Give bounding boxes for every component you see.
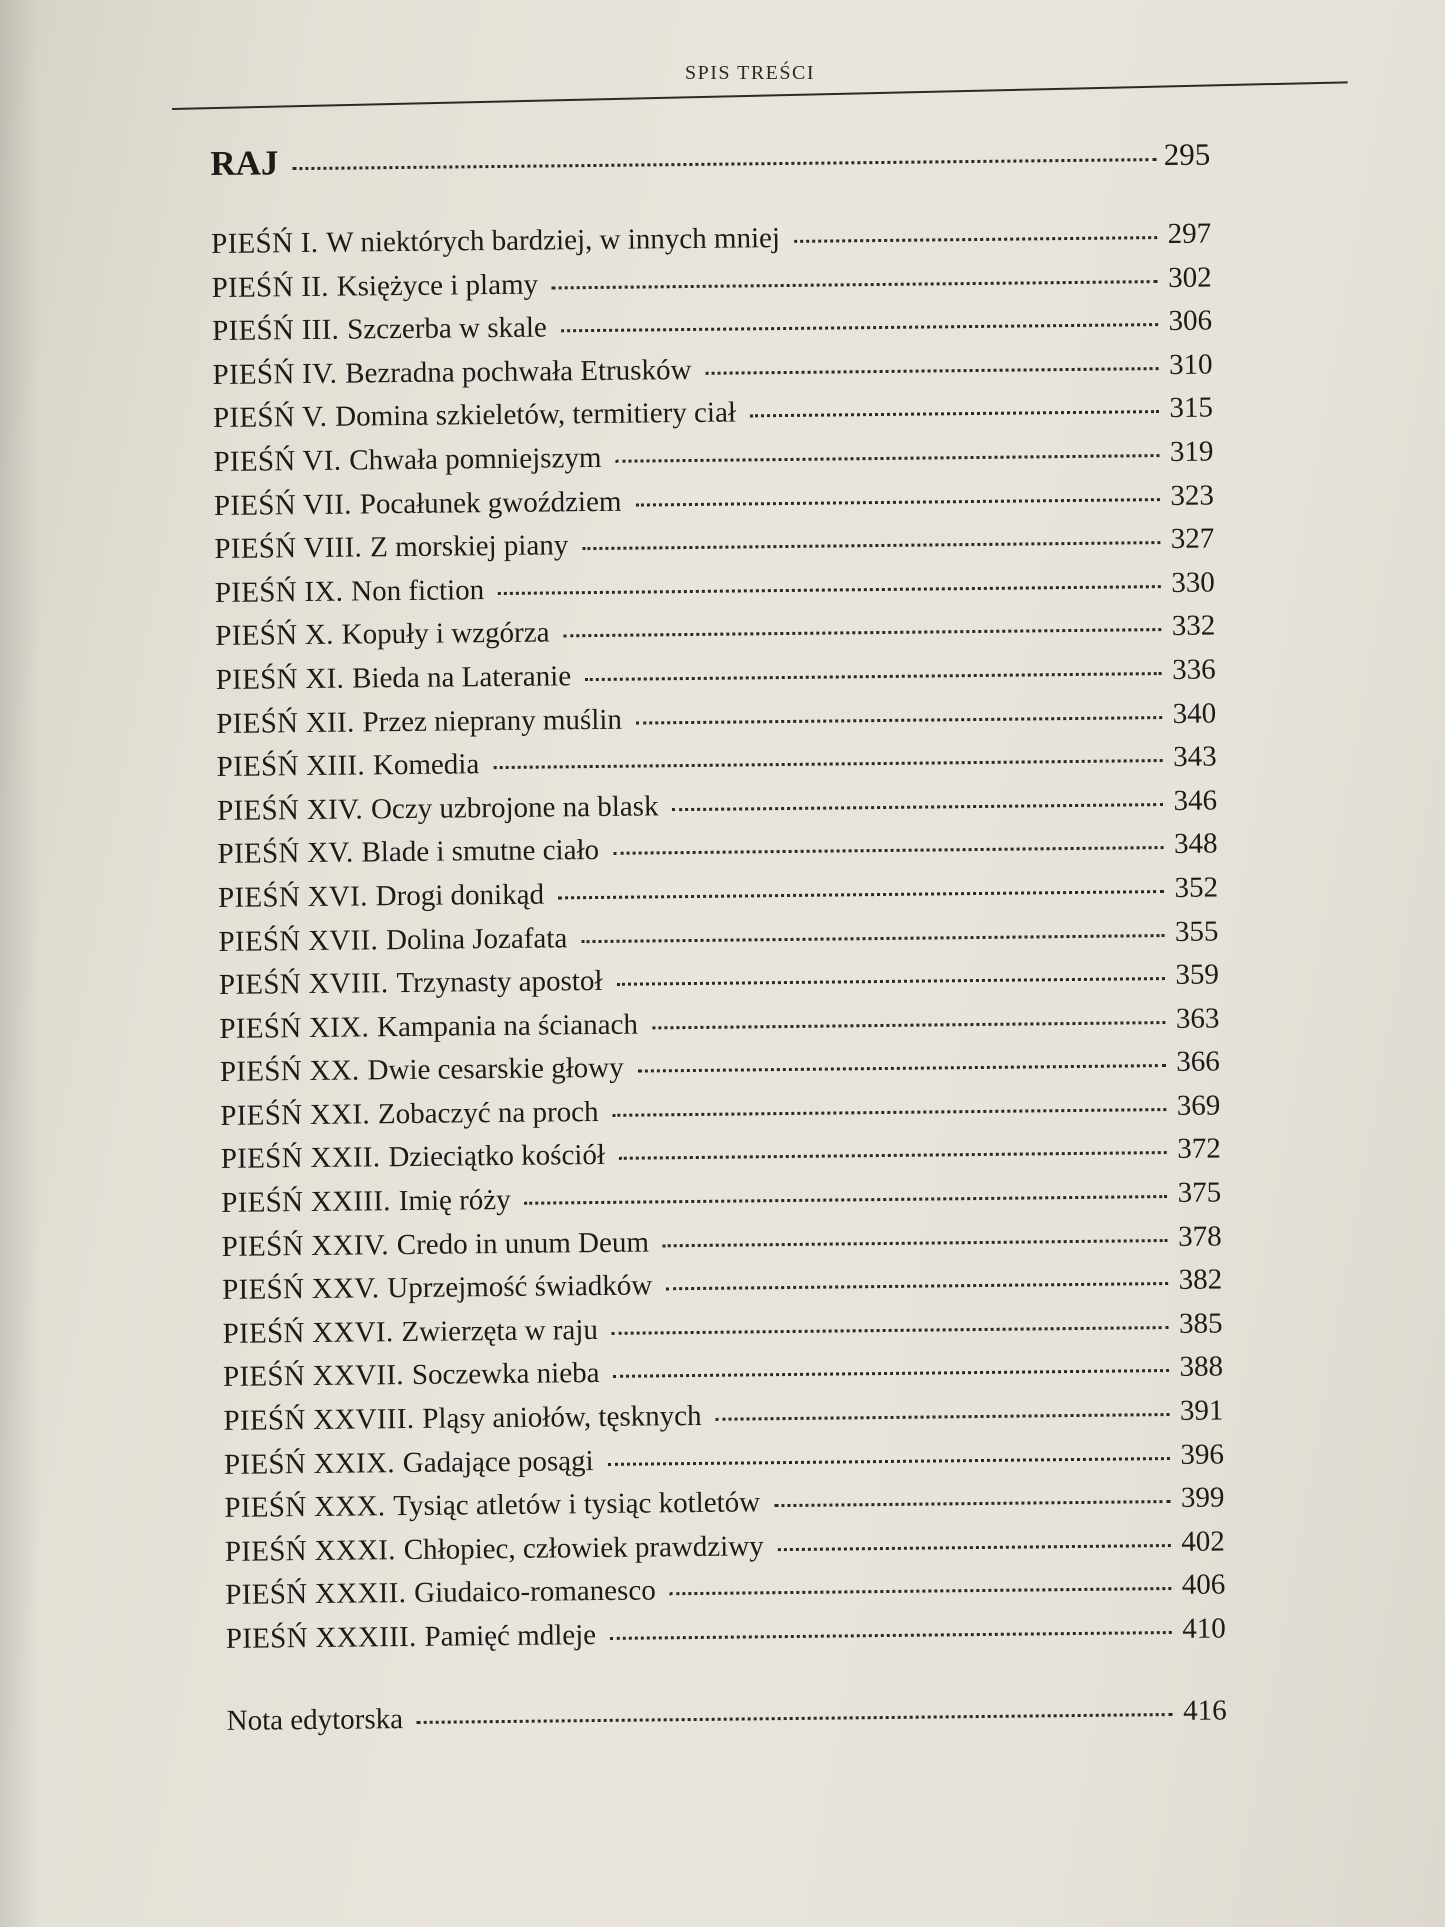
part-heading-row (210, 134, 1211, 206)
canto-title: Pamięć mdleje (424, 1619, 597, 1653)
dot-leader (616, 976, 1165, 986)
canto-number: PIEŚŃ XIII. (216, 749, 366, 784)
canto-number: PIEŚŃ XXVIII. (223, 1402, 415, 1437)
canto-title: Oczy uzbrojone na blask (370, 790, 659, 826)
dot-leader (525, 1194, 1168, 1205)
canto-number: PIEŚŃ XXIII. (221, 1185, 391, 1220)
canto-number: PIEŚŃ XXV. (221, 1272, 380, 1307)
dot-leader (636, 715, 1162, 725)
canto-list (211, 218, 1226, 1667)
page-number: 319 (1169, 435, 1214, 468)
canto-title: Bezradna pochwała Etrusków (345, 353, 692, 390)
dot-leader (666, 1281, 1168, 1290)
editorial-note-row (226, 1694, 1226, 1748)
page-number: 336 (1172, 653, 1216, 686)
dot-leader (794, 235, 1157, 243)
canto-title: Dolina Jozafata (385, 921, 568, 956)
dot-leader (652, 1020, 1166, 1029)
canto-title: Domina szkieletów, termitiery ciał (335, 396, 737, 434)
canto-title: Chwała pomniejszym (349, 441, 602, 477)
canto-number: PIEŚŃ VIII. (214, 531, 363, 566)
canto-number: PIEŚŃ XX. (219, 1054, 360, 1089)
dot-leader (705, 366, 1158, 375)
canto-title: Imię róży (398, 1183, 511, 1218)
dot-leader (292, 157, 1156, 170)
canto-title: Gadające posągi (402, 1444, 594, 1479)
canto-number: PIEŚŃ XVI. (217, 880, 368, 914)
page-number: 385 (1178, 1307, 1223, 1340)
canto-number: PIEŚŃ IV. (212, 357, 338, 391)
page-number: 306 (1168, 304, 1213, 338)
part-page-number: 295 (1163, 136, 1211, 173)
toc-entry-row (226, 1612, 1226, 1666)
canto-title: Chłopiec, człowiek prawdziwy (403, 1530, 764, 1566)
canto-title: Trzynasty apostoł (396, 965, 603, 1000)
canto-number: PIEŚŃ X. (215, 619, 334, 653)
dot-leader (750, 409, 1159, 417)
page-number: 343 (1172, 740, 1217, 774)
page-number: 297 (1167, 217, 1212, 250)
canto-title: Soczewka nieba (411, 1357, 600, 1392)
page-number: 410 (1182, 1612, 1226, 1645)
canto-number: PIEŚŃ XXVI. (222, 1315, 394, 1350)
spine-shadow (0, 0, 40, 1927)
page-number: 366 (1176, 1045, 1220, 1079)
page-number: 330 (1171, 566, 1215, 599)
canto-number: PIEŚŃ XI. (215, 662, 345, 696)
canto-number: PIEŚŃ XXXI. (224, 1533, 396, 1568)
page-number: 372 (1177, 1132, 1221, 1166)
dot-leader (635, 497, 1159, 506)
canto-number: PIEŚŃ XXVII. (222, 1359, 405, 1394)
canto-title: Uprzejmość świadków (387, 1269, 653, 1305)
dot-leader (558, 889, 1164, 899)
page-number: 346 (1173, 784, 1218, 817)
dot-leader (670, 1586, 1172, 1595)
canto-number: PIEŚŃ XXXIII. (225, 1620, 417, 1655)
canto-number: PIEŚŃ XXIV. (221, 1228, 389, 1263)
page-number: 332 (1171, 609, 1216, 643)
dot-leader (615, 453, 1159, 463)
canto-number: PIEŚŃ I. (211, 226, 319, 260)
page-number: 315 (1169, 391, 1214, 425)
canto-number: PIEŚŃ XIV. (216, 793, 364, 827)
page-number: 399 (1180, 1481, 1225, 1515)
page-number: 396 (1180, 1438, 1225, 1471)
dot-leader (581, 933, 1164, 943)
canto-number: PIEŚŃ XXIX. (223, 1446, 395, 1481)
page-number: 327 (1170, 522, 1215, 556)
canto-title: Kopuły i wzgórza (341, 616, 550, 651)
header-rule (172, 81, 1348, 110)
page-number: 355 (1174, 914, 1219, 948)
dot-leader (585, 671, 1162, 681)
running-head: SPIS TREŚCI (684, 62, 816, 84)
dot-leader (612, 1325, 1169, 1335)
page-number: 391 (1179, 1394, 1224, 1427)
page-number: 406 (1181, 1568, 1226, 1602)
canto-title: Z morskiej piany (369, 529, 569, 564)
canto-number: PIEŚŃ V. (212, 401, 328, 435)
canto-title: Pocałunek gwoździem (359, 485, 622, 521)
canto-title: Dwie cesarskie głowy (367, 1052, 624, 1087)
dot-leader (610, 1630, 1172, 1640)
canto-number: PIEŚŃ XXXII. (225, 1577, 407, 1612)
canto-title: Bieda na Lateranie (351, 660, 572, 695)
canto-number: PIEŚŃ XVIII. (218, 967, 389, 1002)
dot-leader (613, 1107, 1167, 1117)
page-number: 310 (1168, 348, 1213, 381)
dot-leader (774, 1499, 1170, 1507)
canto-title: Non fiction (351, 573, 485, 608)
page-number: 323 (1170, 479, 1215, 512)
canto-title: Księżyce i plamy (336, 268, 539, 303)
dot-leader (493, 758, 1162, 769)
canto-number: PIEŚŃ XXI. (220, 1098, 371, 1132)
canto-number: PIEŚŃ VI. (213, 444, 342, 478)
page-number: 359 (1175, 958, 1220, 992)
canto-title: Szczerba w skale (346, 311, 547, 346)
canto-number: PIEŚŃ II. (211, 270, 329, 304)
dot-leader (498, 584, 1161, 595)
page-number: 369 (1176, 1089, 1221, 1122)
canto-number: PIEŚŃ XVII. (218, 923, 379, 958)
editorial-note-page-number: 416 (1182, 1694, 1227, 1727)
canto-number: PIEŚŃ XXII. (220, 1141, 381, 1176)
canto-number: PIEŚŃ XII. (216, 706, 355, 740)
canto-title: Tysiąc atletów i tysiąc kotletów (393, 1486, 761, 1523)
canto-number: PIEŚŃ III. (211, 313, 340, 348)
canto-title: Pląsy aniołów, tęsknych (422, 1399, 702, 1435)
dot-leader (672, 802, 1163, 811)
part-title: RAJ (210, 143, 279, 183)
dot-leader (638, 1063, 1166, 1073)
dot-leader (778, 1543, 1171, 1551)
page-number: 340 (1172, 697, 1217, 730)
dot-leader (619, 1151, 1167, 1161)
dot-leader (716, 1412, 1170, 1421)
canto-number: PIEŚŃ XIX. (219, 1011, 370, 1045)
page-number: 352 (1174, 871, 1219, 904)
canto-title: Credo in unum Deum (396, 1226, 650, 1261)
page-number: 363 (1175, 1002, 1220, 1035)
canto-title: Zwierzęta w raju (401, 1313, 599, 1348)
page-number: 402 (1181, 1525, 1226, 1558)
dot-leader (417, 1712, 1173, 1724)
canto-title: Drogi donikąd (375, 878, 545, 913)
page-number: 388 (1179, 1350, 1224, 1384)
dot-leader (613, 1368, 1169, 1378)
canto-number: PIEŚŃ VII. (213, 488, 352, 522)
editorial-note-title: Nota edytorska (226, 1702, 404, 1737)
page-number: 378 (1177, 1220, 1222, 1253)
canto-number: PIEŚŃ XXX. (224, 1490, 386, 1525)
dot-leader (552, 279, 1158, 289)
dot-leader (561, 322, 1158, 332)
canto-title: Komedia (372, 748, 480, 782)
page-number: 375 (1177, 1176, 1222, 1209)
dot-leader (613, 845, 1163, 855)
page-number: 302 (1167, 261, 1212, 294)
canto-number: PIEŚŃ IX. (214, 575, 344, 609)
canto-title: W niektórych bardziej, w innych mniej (326, 222, 781, 259)
dot-leader (608, 1456, 1170, 1466)
canto-title: Kampania na ścianach (376, 1008, 639, 1043)
page-number: 348 (1173, 827, 1218, 861)
table-of-contents (210, 120, 1227, 1749)
page-number: 382 (1178, 1263, 1223, 1297)
canto-number: PIEŚŃ XV. (217, 836, 354, 871)
dot-leader (582, 540, 1160, 550)
canto-title: Blade i smutne ciało (361, 834, 600, 869)
canto-title: Giudaico-romanesco (413, 1574, 656, 1610)
dot-leader (663, 1238, 1168, 1247)
canto-title: Zobaczyć na proch (377, 1095, 599, 1131)
canto-title: Dzieciątko kościół (388, 1139, 606, 1174)
dot-leader (563, 627, 1161, 637)
canto-title: Przez nieprany muślin (362, 703, 623, 738)
